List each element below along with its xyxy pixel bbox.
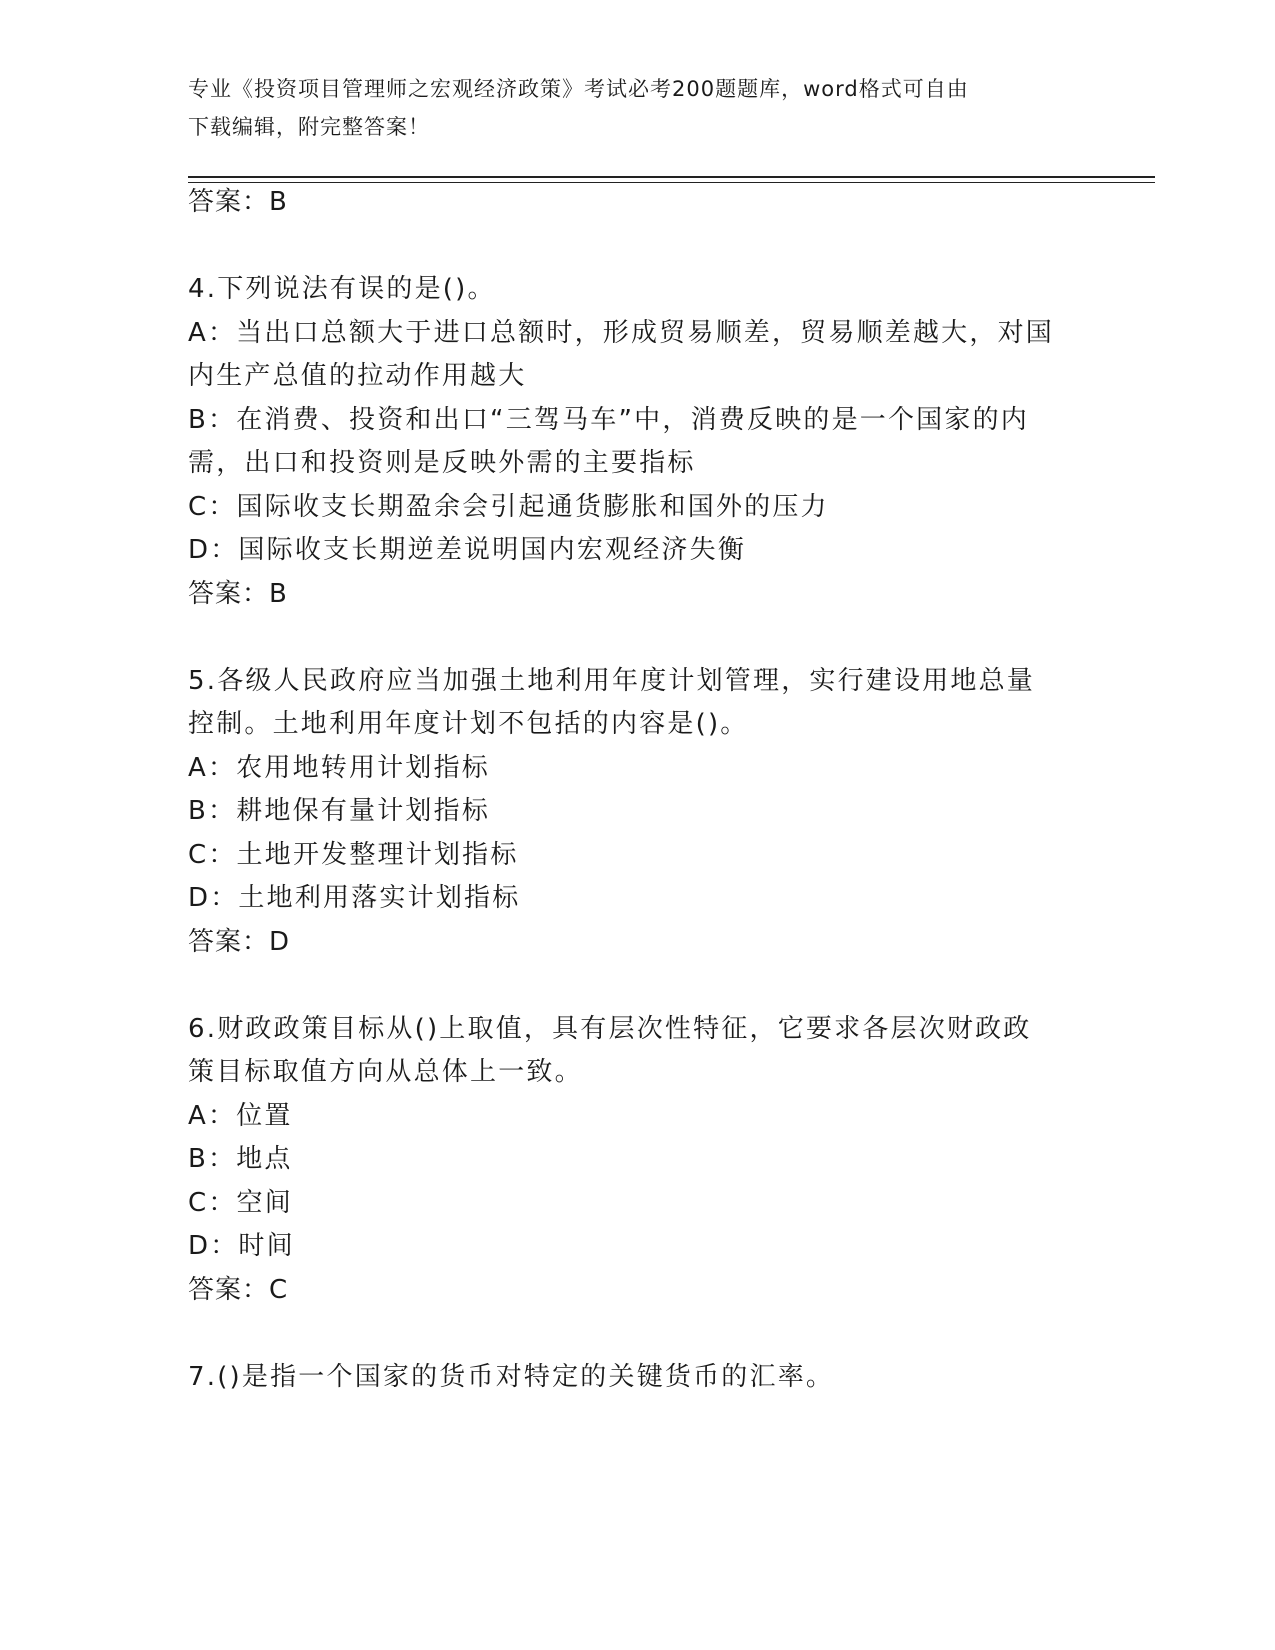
question-6-option-b: B：地点: [188, 1144, 293, 1174]
question-7-stem: 7.()是指一个国家的货币对特定的关键货币的汇率。: [188, 1362, 835, 1392]
question-6-option-a: A：位置: [188, 1101, 293, 1131]
question-4-option-a-cont: 内生产总值的拉动作用越大: [188, 361, 527, 391]
question-5-option-d: D：土地利用落实计划指标: [188, 883, 521, 913]
answer-q6: 答案：C: [188, 1275, 289, 1305]
answer-q3: 答案：B: [188, 187, 288, 217]
question-5-option-a: A：农用地转用计划指标: [188, 753, 490, 783]
header-line-1: 专业《投资项目管理师之宏观经济政策》考试必考200题题库，word格式可自由: [188, 77, 969, 101]
question-6-option-d: D：时间: [188, 1231, 295, 1261]
question-4-option-a: A：当出口总额大于进口总额时，形成贸易顺差，贸易顺差越大，对国: [188, 318, 1054, 348]
question-4-option-d: D：国际收支长期逆差说明国内宏观经济失衡: [188, 535, 747, 565]
question-4-option-b: B：在消费、投资和出口“三驾马车”中，消费反映的是一个国家的内: [188, 405, 1029, 435]
question-4-option-b-cont: 需，出口和投资则是反映外需的主要指标: [188, 448, 696, 478]
question-5-stem: 5.各级人民政府应当加强土地利用年度计划管理，实行建设用地总量: [188, 666, 1036, 696]
header-line-2: 下载编辑，附完整答案！: [188, 115, 430, 139]
question-4-stem: 4.下列说法有误的是()。: [188, 274, 496, 304]
answer-q4: 答案：B: [188, 579, 288, 609]
question-5-stem-cont: 控制。土地利用年度计划不包括的内容是()。: [188, 709, 749, 739]
question-4-option-c: C：国际收支长期盈余会引起通货膨胀和国外的压力: [188, 492, 829, 522]
header-divider-thin: [188, 182, 1155, 183]
question-5-option-c: C：土地开发整理计划指标: [188, 840, 519, 870]
question-6-stem-cont: 策目标取值方向从总体上一致。: [188, 1057, 583, 1087]
header-divider: [188, 176, 1155, 178]
answer-q5: 答案：D: [188, 927, 291, 957]
document-header: [188, 70, 1088, 146]
question-6-option-c: C：空间: [188, 1188, 293, 1218]
question-6-stem: 6.财政政策目标从()上取值，具有层次性特征，它要求各层次财政政: [188, 1014, 1032, 1044]
question-5-option-b: B：耕地保有量计划指标: [188, 796, 491, 826]
